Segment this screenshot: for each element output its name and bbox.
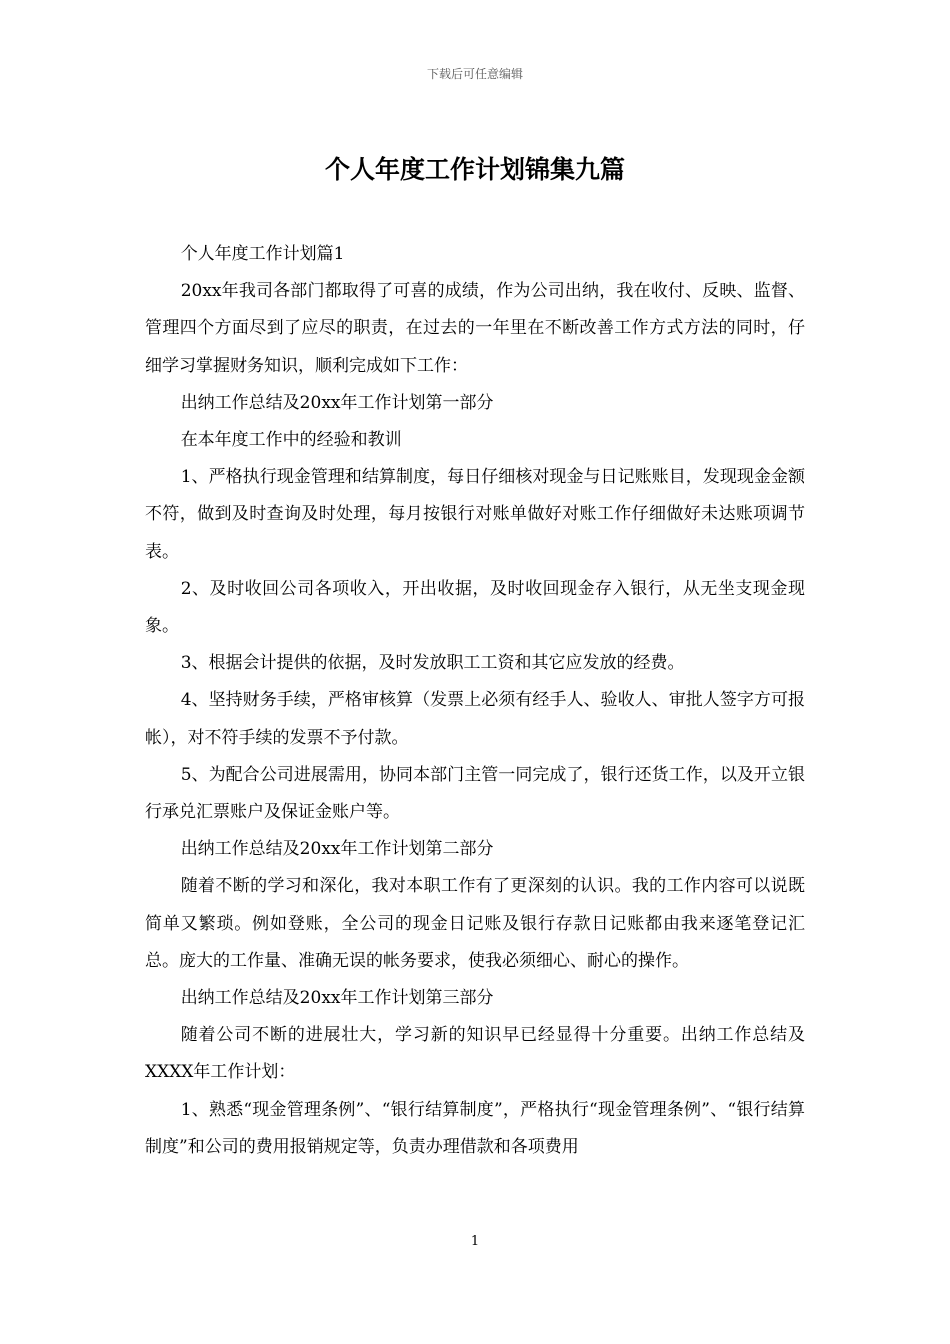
page-header: 下载后可任意编辑 xyxy=(426,67,523,81)
list-item: 1、熟悉“现金管理条例”、“银行结算制度”，严格执行“现金管理条例”、“银行结算制度”和公司的费用报销规定等，负责办理借款和各项费用 xyxy=(145,1099,805,1157)
subsection-heading: 在本年度工作中的经验和教训 xyxy=(180,430,402,451)
subsection-heading: 出纳工作总结及20xx年工作计划第三部分 xyxy=(180,988,494,1009)
page-number: 1 xyxy=(470,1234,480,1249)
list-item: 4、坚持财务手续，严格审核算（发票上必须有经手人、验收人、审批人签字方可报帐），对不符手续的发票不予付款。 xyxy=(145,690,805,748)
document-body xyxy=(145,236,805,1166)
list-item: 3、根据会计提供的依据，及时发放职工工资和其它应发放的经费。 xyxy=(180,653,685,674)
subsection-heading: 出纳工作总结及20xx年工作计划第一部分 xyxy=(180,392,494,413)
body-paragraph: 随着公司不断的进展壮大，学习新的知识早已经显得十分重要。出纳工作总结及XXXX年工作计划： xyxy=(145,1025,805,1083)
subsection-heading: 出纳工作总结及20xx年工作计划第二部分 xyxy=(180,839,494,860)
document-title: 个人年度工作计划锦集九篇 xyxy=(324,155,625,184)
section-heading: 个人年度工作计划篇1 xyxy=(180,244,345,264)
list-item: 2、及时收回公司各项收入，开出收据，及时收回现金存入银行，从无坐支现金现象。 xyxy=(145,578,805,637)
body-paragraph: 20xx年我司各部门都取得了可喜的成绩，作为公司出纳，我在收付、反映、监督、管理四个方面尽到了应尽的职责，在过去的一年里在不断改善工作方式方法的同时，仔细学习掌握财务知识，顺利完成如下工作： xyxy=(145,281,805,376)
list-item: 1、严格执行现金管理和结算制度，每日仔细核对现金与日记账账目，发现现金金额不符，做到及时查询及时处理，每月按银行对账单做好对账工作仔细做好未达账项调节表。 xyxy=(145,467,805,562)
body-paragraph: 随着不断的学习和深化，我对本职工作有了更深刻的认识。我的工作内容可以说既简单又繁琐。例如登账，全公司的现金日记账及银行存款日记账都由我来逐笔登记汇总。庞大的工作量、准确无误的帐务要求，使我必须细心、耐心的操作。 xyxy=(145,876,805,971)
list-item: 5、为配合公司进展需用，协同本部门主管一同完成了，银行还货工作，以及开立银行承兑汇票账户及保证金账户等。 xyxy=(145,764,805,823)
